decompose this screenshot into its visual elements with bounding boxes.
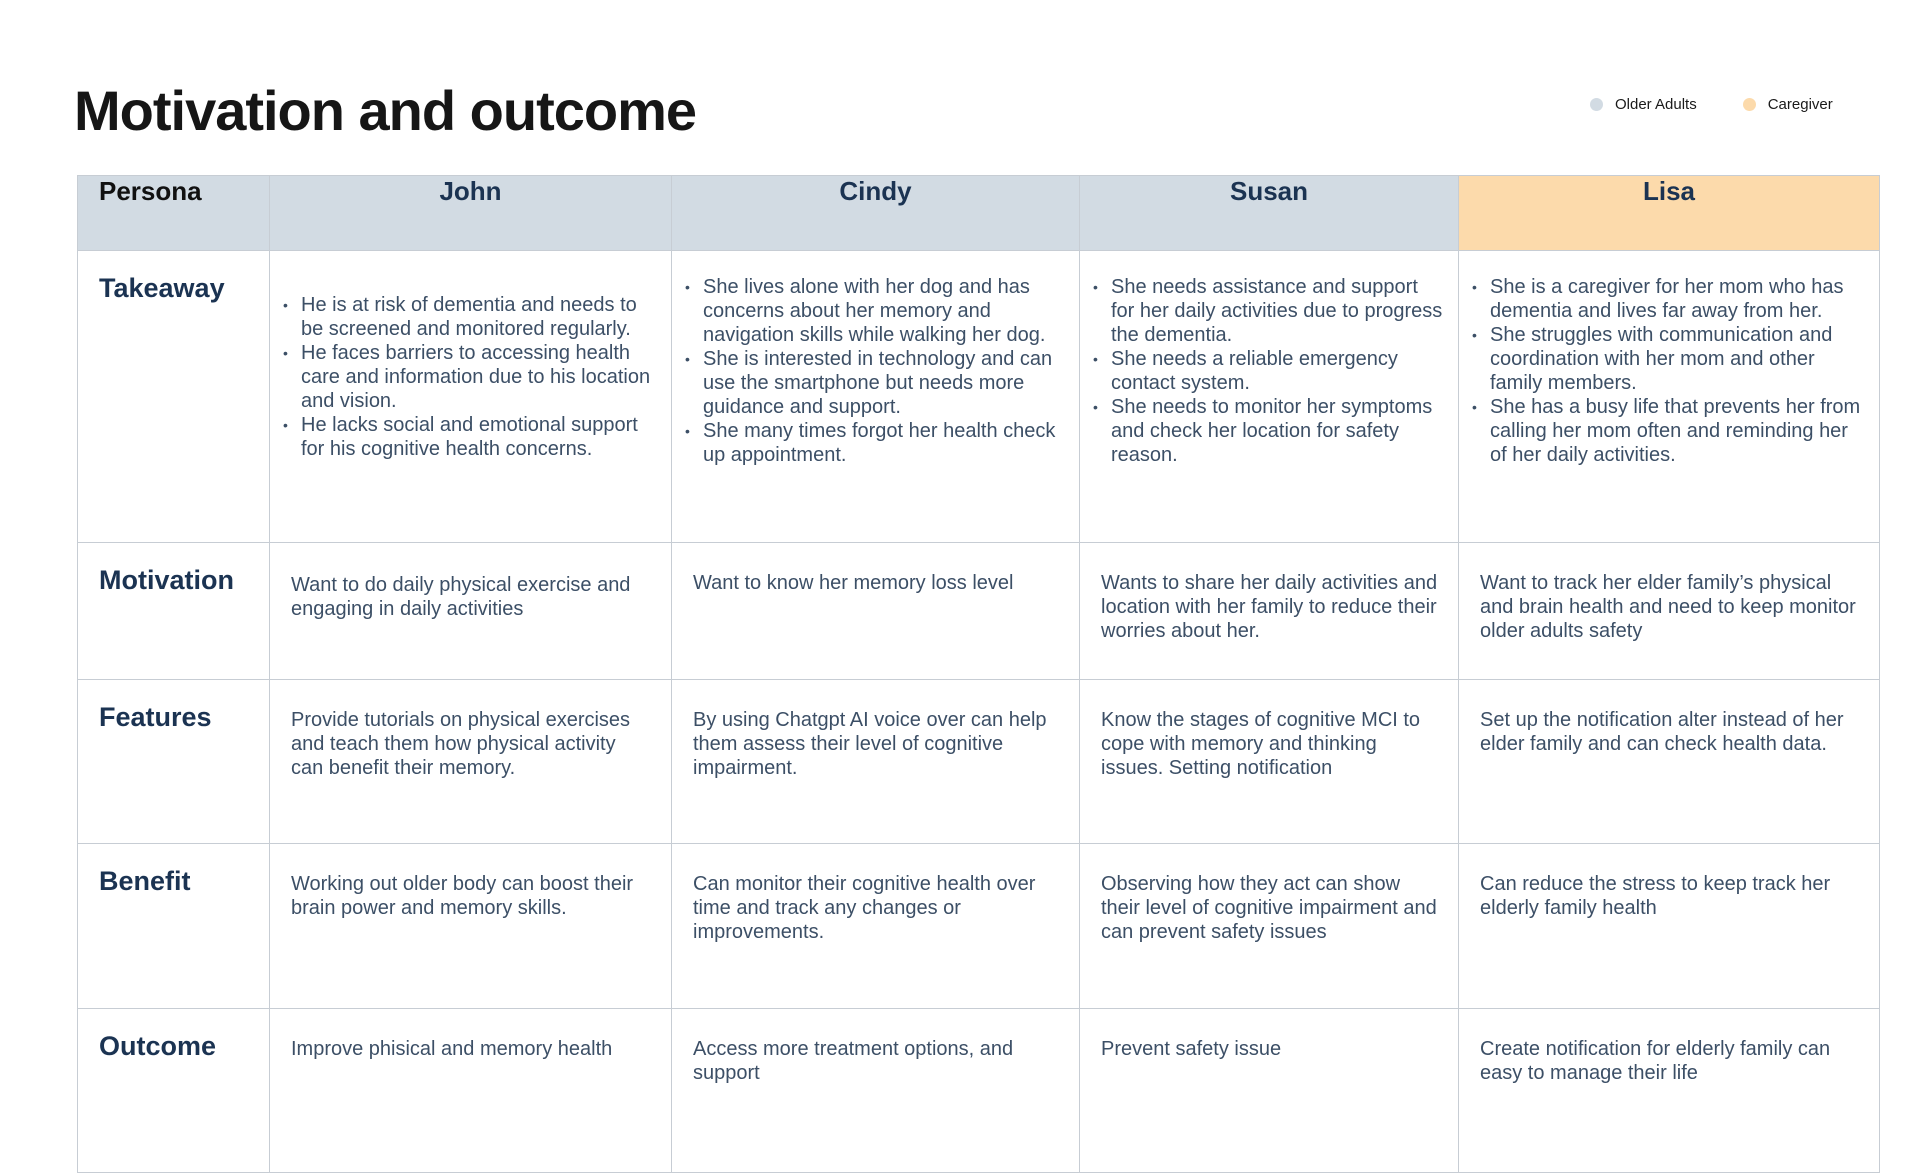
motivation-john: Want to do daily physical exercise and engaging in daily activities [270, 543, 672, 680]
features-row [78, 680, 1880, 844]
benefit-susan: Observing how they act can show their level of cognitive impairment and can prevent safety issues [1080, 844, 1459, 1009]
legend-label: Older Adults [1615, 96, 1697, 113]
outcome-susan: Prevent safety issue [1080, 1009, 1459, 1173]
header-row [78, 176, 1880, 251]
benefit-lisa: Can reduce the stress to keep track her elderly family health [1459, 844, 1880, 1009]
motivation-susan: Wants to share her daily activities and location with her family to reduce their worries about her. [1080, 543, 1459, 680]
header-john: John [270, 176, 672, 251]
features-lisa: Set up the notification alter instead of her elder family and can check health data. [1459, 680, 1880, 844]
takeaway-susan [1080, 251, 1459, 543]
bullet-item: • He is at risk of dementia and needs to be screened and monitored regularly. [281, 293, 657, 341]
bullet-item: • He lacks social and emotional support for his cognitive health concerns. [281, 413, 657, 461]
row-label-outcome: Outcome [78, 1009, 270, 1173]
outcome-cindy: Access more treatment options, and support [672, 1009, 1080, 1173]
outcome-row [78, 1009, 1880, 1173]
row-label-benefit: Benefit [78, 844, 270, 1009]
header-susan: Susan [1080, 176, 1459, 251]
features-cindy: By using Chatgpt AI voice over can help them assess their level of cognitive impairment. [672, 680, 1080, 844]
outcome-lisa: Create notification for elderly family can easy to manage their life [1459, 1009, 1880, 1173]
legend-item-caregiver [1743, 96, 1833, 113]
header-cindy: Cindy [672, 176, 1080, 251]
row-label-features: Features [78, 680, 270, 844]
benefit-john: Working out older body can boost their brain power and memory skills. [270, 844, 672, 1009]
bullet-item: • He faces barriers to accessing health care and information due to his location and vision. [281, 341, 657, 413]
legend-dot-older-adults-icon [1590, 98, 1603, 111]
bullet-item: • She lives alone with her dog and has concerns about her memory and navigation skills while walking her dog. [683, 275, 1065, 347]
motivation-lisa: Want to track her elder family’s physical and brain health and need to keep monitor older adults safety [1459, 543, 1880, 680]
features-susan: Know the stages of cognitive MCI to cope with memory and thinking issues. Setting notification [1080, 680, 1459, 844]
bullet-item: • She is a caregiver for her mom who has dementia and lives far away from her. [1470, 275, 1865, 323]
bullet-item: • She struggles with communication and coordination with her mom and other family members. [1470, 323, 1865, 395]
bullet-item: • She needs assistance and support for her daily activities due to progress the dementia. [1091, 275, 1444, 347]
motivation-cindy: Want to know her memory loss level [672, 543, 1080, 680]
features-john: Provide tutorials on physical exercises and teach them how physical activity can benefit their memory. [270, 680, 672, 844]
takeaway-john [270, 251, 672, 543]
bullet-item: • She is interested in technology and can use the smartphone but needs more guidance and support. [683, 347, 1065, 419]
benefit-cindy: Can monitor their cognitive health over time and track any changes or improvements. [672, 844, 1080, 1009]
outcome-john: Improve phisical and memory health [270, 1009, 672, 1173]
bullet-item: • She needs to monitor her symptoms and check her location for safety reason. [1091, 395, 1444, 467]
header-lisa: Lisa [1459, 176, 1880, 251]
legend [1590, 96, 1833, 113]
takeaway-cindy [672, 251, 1080, 543]
takeaway-row [78, 251, 1880, 543]
row-label-takeaway: Takeaway [78, 251, 270, 543]
bullet-item: • She needs a reliable emergency contact system. [1091, 347, 1444, 395]
takeaway-lisa [1459, 251, 1880, 543]
motivation-row [78, 543, 1880, 680]
row-label-motivation: Motivation [78, 543, 270, 680]
bullet-item: • She many times forgot her health check up appointment. [683, 419, 1065, 467]
legend-label: Caregiver [1767, 96, 1833, 113]
benefit-row [78, 844, 1880, 1009]
persona-table [77, 175, 1880, 1173]
legend-dot-caregiver-icon [1743, 98, 1756, 111]
header-persona: Persona [78, 176, 270, 251]
bullet-item: • She has a busy life that prevents her from calling her mom often and reminding her of her daily activities. [1470, 395, 1865, 467]
page-title: Motivation and outcome [74, 79, 696, 142]
legend-item-older-adults [1590, 96, 1697, 113]
